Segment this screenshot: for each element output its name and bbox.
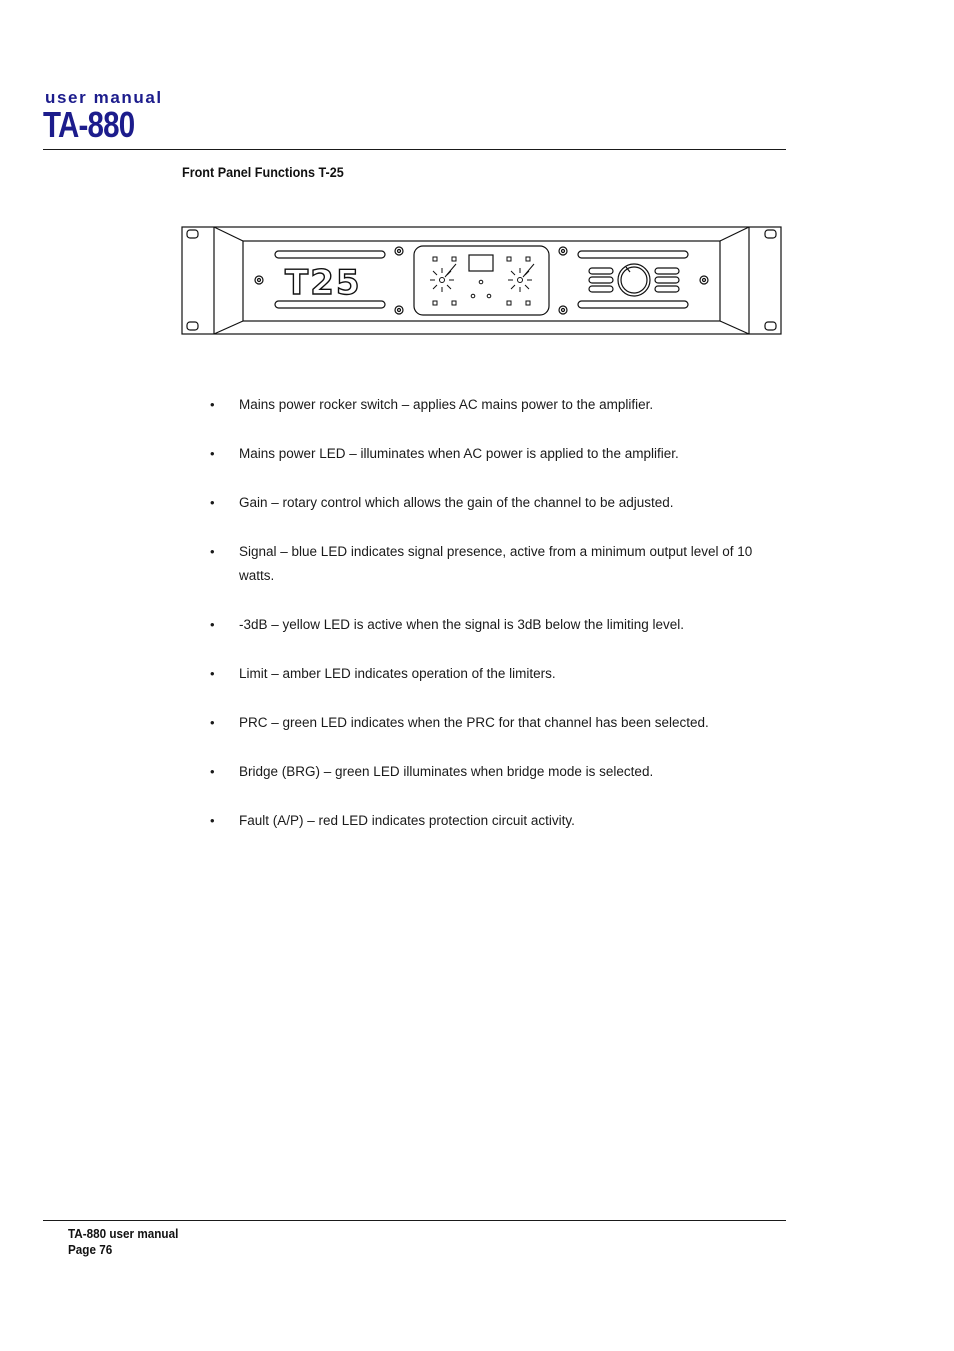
page-footer xyxy=(68,1226,178,1258)
list-item: • Mains power rocker switch – applies AC mains power to the amplifier. xyxy=(210,393,780,417)
gain-knob-right-icon[interactable] xyxy=(508,264,534,292)
list-item: • PRC – green LED indicates when the PRC for that channel has been selected. xyxy=(210,711,780,735)
list-item: • Limit – amber LED indicates operation of the limiters. xyxy=(210,662,780,686)
section-heading: Front Panel Functions T-25 xyxy=(182,164,344,180)
led-indicators xyxy=(433,257,530,305)
list-item: • Gain – rotary control which allows the gain of the channel to be adjusted. xyxy=(210,491,780,515)
front-panel-illustration xyxy=(180,225,784,337)
page-title: TA-880 xyxy=(43,104,135,145)
header-divider xyxy=(43,149,786,150)
list-item: • Fault (A/P) – red LED indicates protection circuit activity. xyxy=(210,809,780,833)
feature-list xyxy=(210,393,780,858)
gain-knob-left-icon[interactable] xyxy=(430,264,456,292)
page-number: Page 76 xyxy=(68,1242,113,1257)
model-label: T25 xyxy=(285,263,362,303)
footer-divider xyxy=(43,1220,786,1221)
header-subtitle: user manual xyxy=(45,88,163,107)
vent-grille-right xyxy=(655,268,679,292)
list-item: • Mains power LED – illuminates when AC power is applied to the amplifier. xyxy=(210,442,780,466)
power-switch-icon[interactable] xyxy=(618,264,650,296)
list-item: • Signal – blue LED indicates signal presence, active from a minimum output level of 10 watts. xyxy=(210,540,780,588)
list-item: • -3dB – yellow LED is active when the signal is 3dB below the limiting level. xyxy=(210,613,780,637)
list-item: • Bridge (BRG) – green LED illuminates when bridge mode is selected. xyxy=(210,760,780,784)
vent-grille-left xyxy=(589,268,613,292)
footer-manual-name: TA-880 user manual xyxy=(68,1226,179,1241)
